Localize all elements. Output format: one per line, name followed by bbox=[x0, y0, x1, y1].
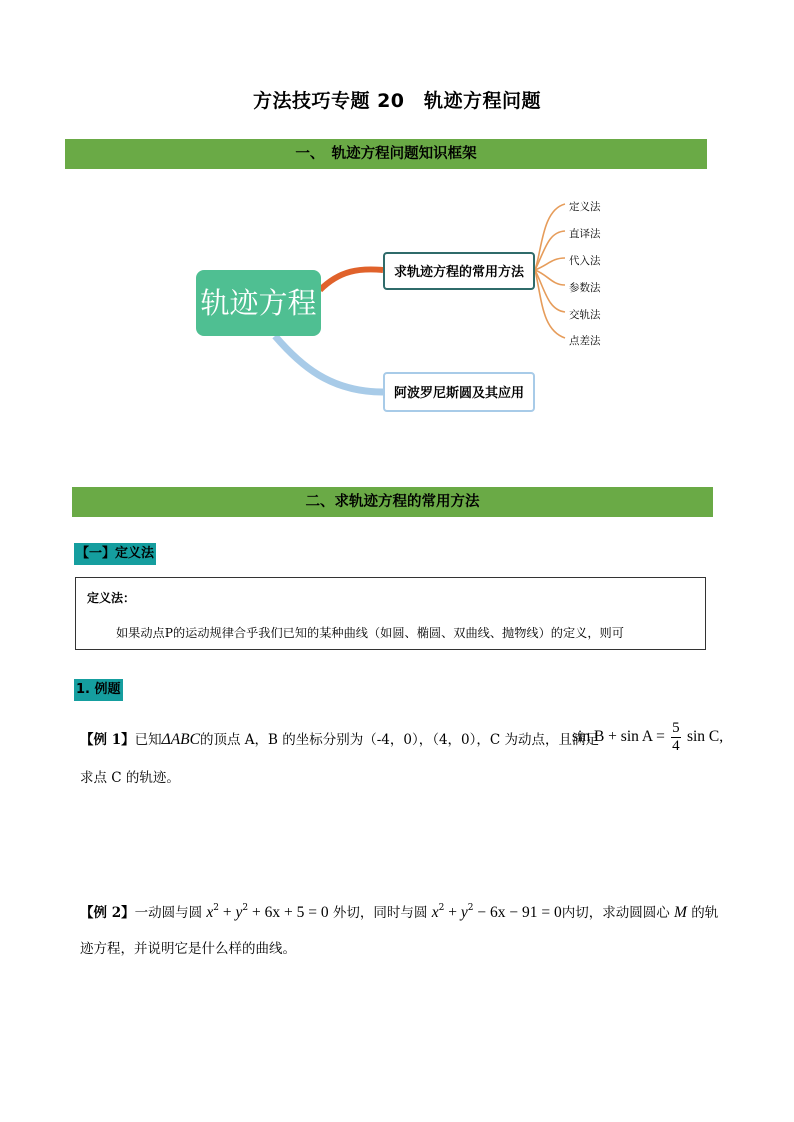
circle1-x-exp: 2 bbox=[213, 903, 220, 913]
circle2-x-exp: 2 bbox=[438, 903, 445, 913]
circle1-plus: + bbox=[219, 904, 236, 921]
example2-line1 bbox=[80, 901, 718, 922]
example1-line2: 求点 C 的轨迹。 bbox=[80, 770, 180, 786]
example1-fraction bbox=[671, 720, 681, 755]
branch1-connector bbox=[320, 269, 383, 290]
examples-tag: 1. 例题 bbox=[74, 679, 123, 701]
example1-triangle: ΔABC bbox=[161, 731, 200, 748]
mindmap-branch-apollonius: 阿波罗尼斯圆及其应用 bbox=[383, 372, 535, 412]
example1-label: 【例 1】 bbox=[80, 732, 135, 748]
branch2-connector bbox=[275, 336, 383, 392]
example2-text-c: 内切，求动圆圆心 bbox=[561, 905, 670, 921]
fraction-numerator: 5 bbox=[672, 720, 680, 736]
circle2-plus: + bbox=[444, 904, 461, 921]
section-heading-framework: 一、 轨迹方程问题知识框架 bbox=[65, 139, 707, 169]
circle2-x: x bbox=[431, 904, 439, 921]
circle2-y-exp: 2 bbox=[467, 903, 474, 913]
mindmap-leaf: 代入法 bbox=[569, 255, 601, 267]
example1-equation bbox=[572, 720, 723, 755]
example1-eq-right: sin C, bbox=[686, 728, 724, 745]
example1-eq-left: sin B + sin A = bbox=[572, 728, 665, 745]
example2-text-a: 一动圆与圆 bbox=[134, 905, 203, 921]
mindmap-leaf: 交轨法 bbox=[569, 309, 601, 321]
example2-text-d: 的轨 bbox=[691, 905, 719, 921]
circle2-y: y bbox=[460, 904, 468, 921]
section-heading-methods: 二、求轨迹方程的常用方法 bbox=[72, 487, 713, 517]
example1-text-a: 已知 bbox=[134, 732, 162, 748]
circle1-tail: + 6x + 5 = 0 bbox=[248, 904, 329, 921]
mindmap-leaf: 点差法 bbox=[569, 335, 601, 347]
page-title: 方法技巧专题 20 轨迹方程问题 bbox=[252, 90, 542, 112]
mindmap-branch-methods: 求轨迹方程的常用方法 bbox=[383, 252, 535, 290]
circle1-y-exp: 2 bbox=[242, 903, 249, 913]
mindmap-leaf: 定义法 bbox=[569, 201, 601, 213]
mindmap-leaf: 参数法 bbox=[569, 282, 601, 294]
mindmap-leaf: 直译法 bbox=[569, 228, 601, 240]
example2-label: 【例 2】 bbox=[80, 905, 135, 921]
circle1-y: y bbox=[235, 904, 243, 921]
fraction-denominator: 4 bbox=[672, 738, 680, 754]
example1-line1 bbox=[80, 728, 599, 749]
example2-line2: 迹方程，并说明它是什么样的曲线。 bbox=[80, 941, 296, 957]
definition-label: 定义法： bbox=[87, 591, 136, 605]
leaf-connectors bbox=[535, 204, 565, 338]
mindmap-root-node: 轨迹方程 bbox=[196, 270, 321, 336]
subsection-tag-definition: 【一】定义法 bbox=[74, 543, 156, 565]
definition-box bbox=[75, 577, 706, 650]
definition-text: 如果动点P的运动规律合乎我们已知的某种曲线（如圆、椭圆、双曲线、抛物线）的定义，则可 bbox=[116, 626, 624, 640]
example1-text-b: 的顶点 A，B 的坐标分别为（-4，0），（4，0），C 为动点，且满足 bbox=[199, 732, 600, 748]
circle1-x: x bbox=[206, 904, 214, 921]
example2-point: M bbox=[674, 904, 687, 921]
circle2-tail: − 6x − 91 = 0 bbox=[473, 904, 562, 921]
example2-text-b: 外切，同时与圆 bbox=[332, 905, 428, 921]
